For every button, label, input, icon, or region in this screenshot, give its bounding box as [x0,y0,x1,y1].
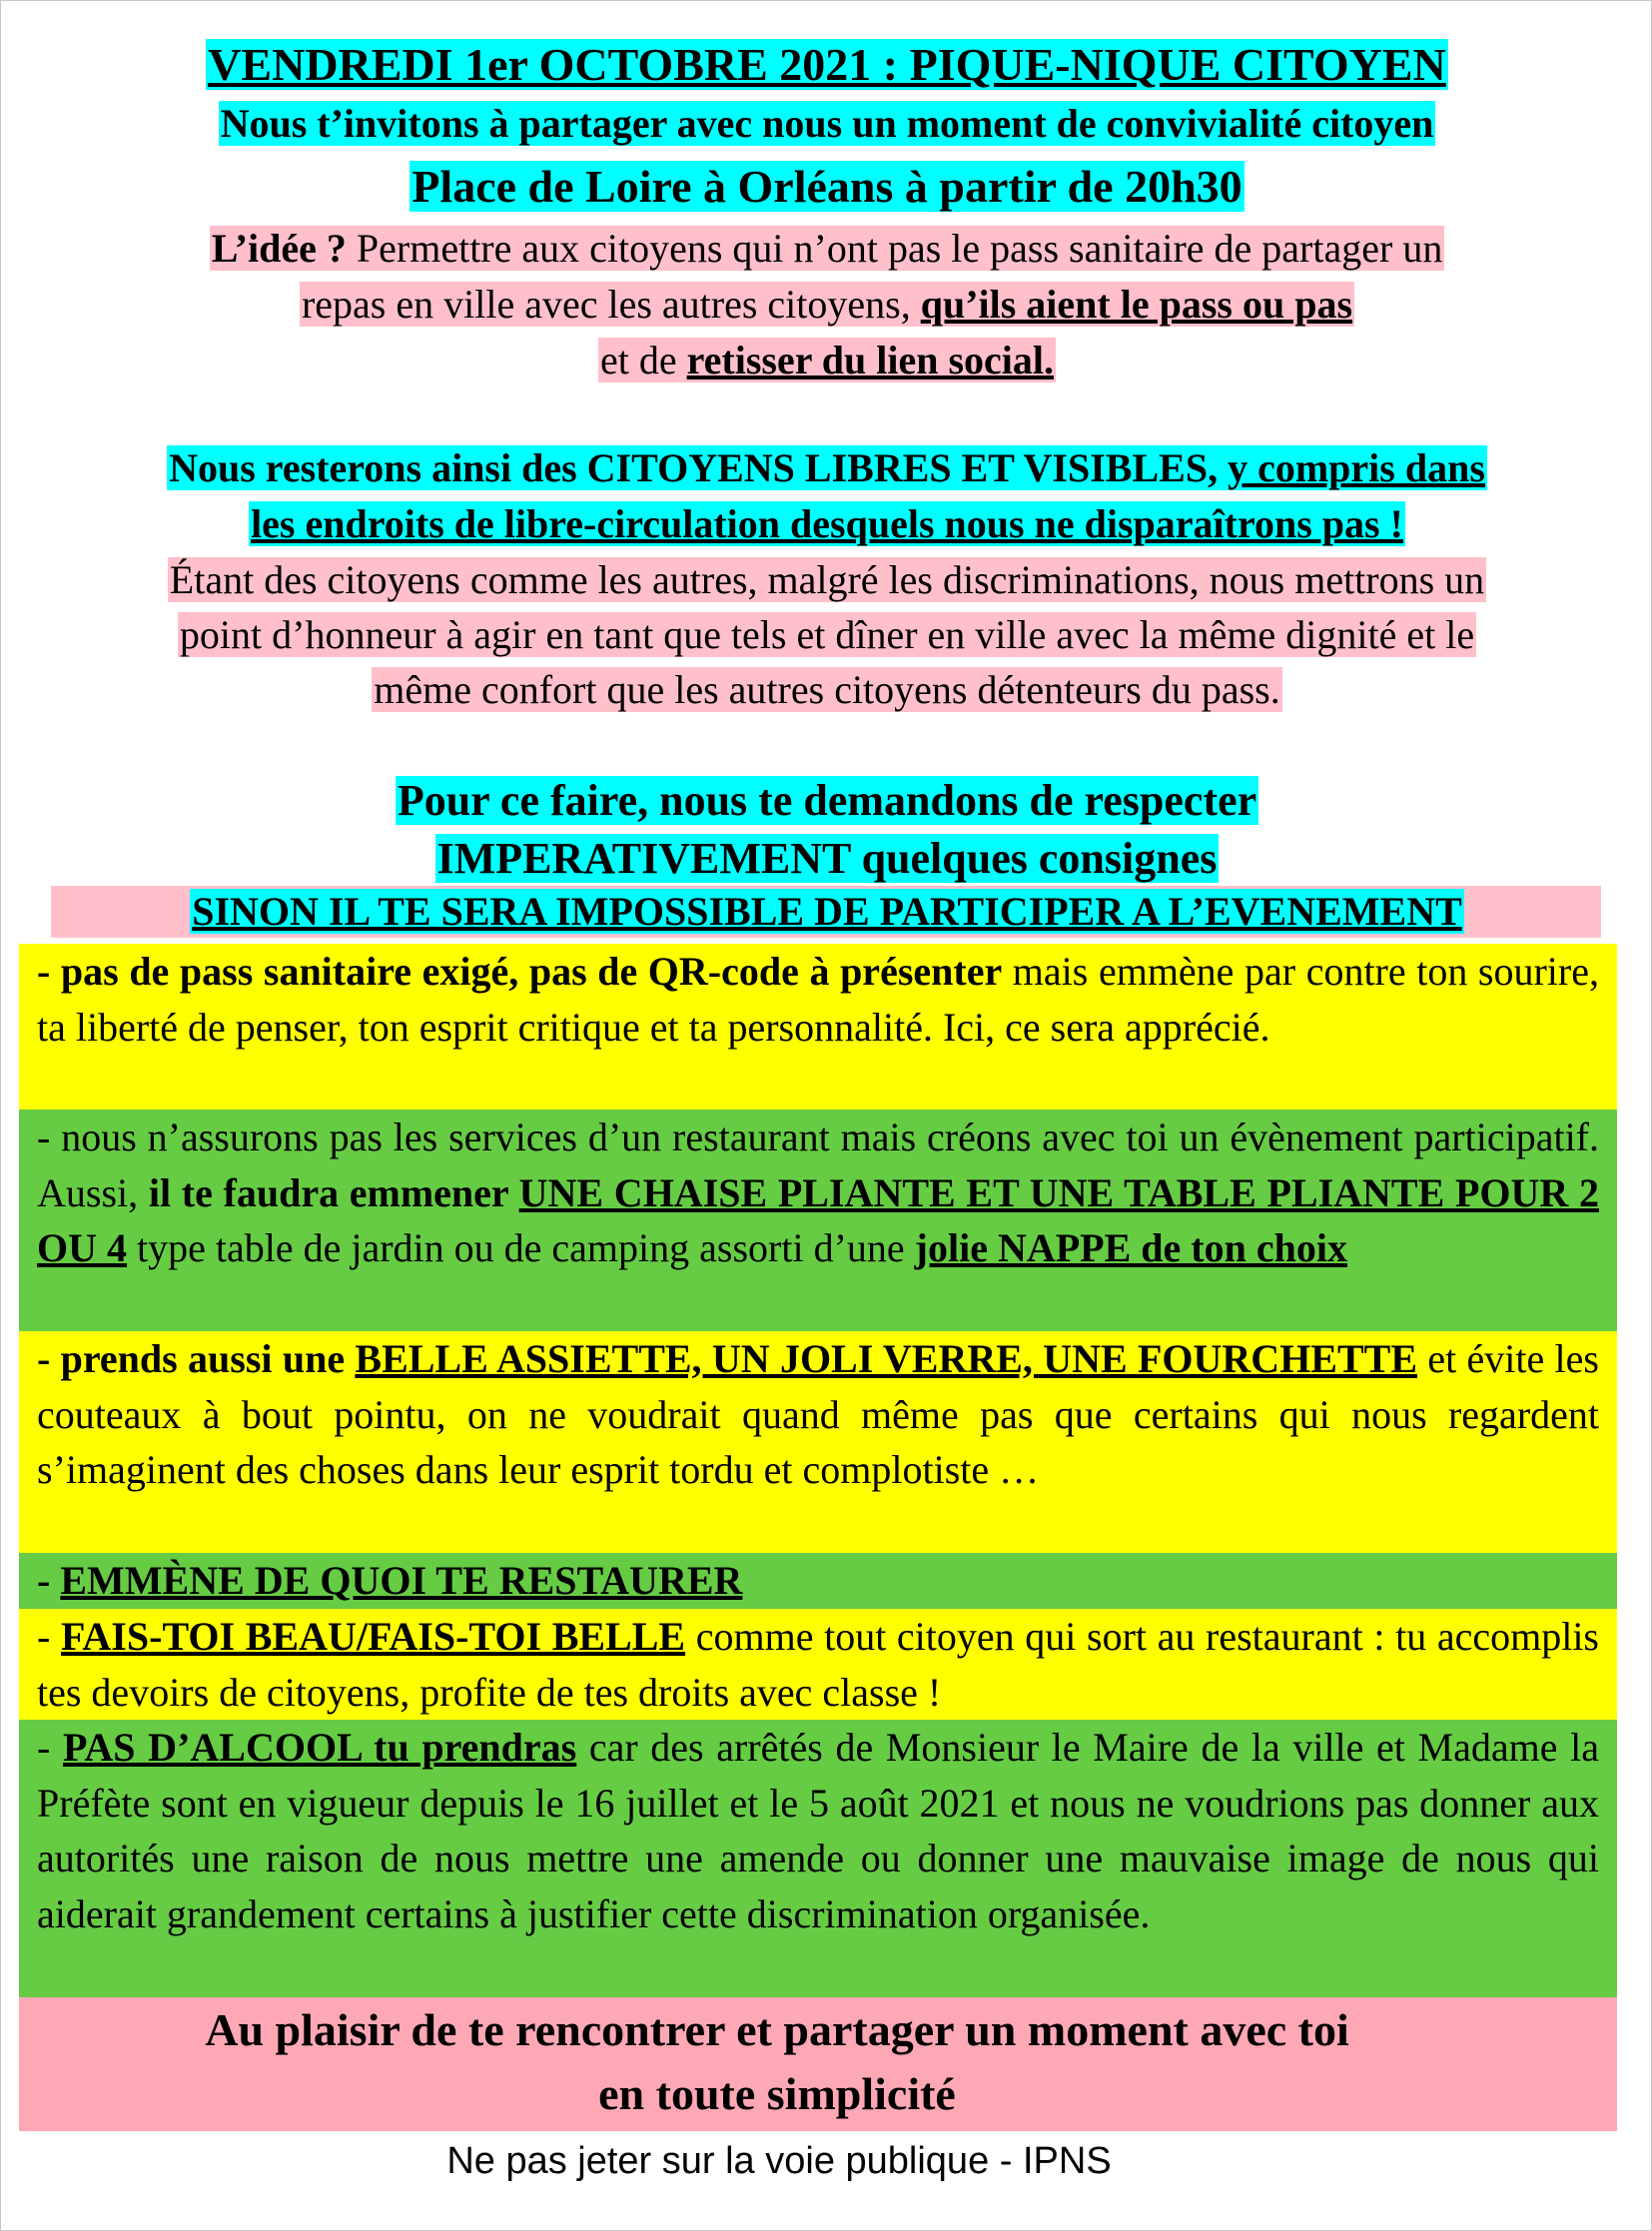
rule-furniture-emph: UNE CHAISE PLIANTE ET UNE TABLE PLIANTE POUR 2 OU 4 [37,1169,1599,1270]
free-para-line-2 [1,607,1652,662]
idea-line-1-bg [210,226,1445,271]
rule-furniture-rest: type table de jardin ou de camping assorti d’une [127,1225,915,1270]
rule-dress-rest: comme tout citoyen qui sort au restaurant : tu accomplis tes devoirs de citoyens, profite de tes droits avec classe ! [37,1614,1599,1715]
footer-text: Ne pas jeter sur la voie publique - IPNS [446,2140,1112,2182]
consignes-text-2: IMPERATIVEMENT quelques consignes [436,834,1218,883]
rule-tableware-emph: BELLE ASSIETTE, UN JOLI VERRE, UNE FOURCHETTE [355,1336,1418,1381]
free-para-text-1: Étant des citoyens comme les autres, malgré les discriminations, nous mettrons un [169,557,1485,602]
closing-text-2: en toute simplicité [598,2068,956,2119]
rule-dress-text [37,1609,1599,1720]
free-para-line-3 [1,662,1652,717]
rule-tableware-bold: - prends aussi une [37,1336,356,1381]
rule-furniture-bold: il te faudra emmener [148,1169,519,1215]
free-line-1 [1,440,1652,496]
rule-tableware [19,1331,1617,1553]
free-line-1-text: Nous resterons ainsi des CITOYENS LIBRES ET VISIBLES, [169,445,1229,490]
rule-no-pass [19,944,1617,1110]
consignes-line-3 [1,886,1652,938]
rule-food-emph: EMMÈNE DE QUOI TE RESTAURER [60,1558,743,1603]
free-line-1-bg [167,445,1487,490]
place-text: Place de Loire à Orléans à partir de 20h30 [412,161,1242,212]
rule-furniture-intro: - nous n’assurons pas les services d’un restaurant mais créons avec toi un évènement participatif. Aussi, [37,1115,1599,1215]
place-line [1,156,1652,218]
rule-no-pass-text [37,944,1599,1055]
idea-line-2-emph: qu’ils aient le pass ou pas [920,282,1353,327]
rule-no-pass-bold: - pas de pass sanitaire exigé, pas de QR-code à présenter [37,949,1003,994]
idea-line-3-emph: retisser du lien social. [686,338,1055,382]
rule-dress-prefix: - [37,1614,61,1659]
rule-dress-emph: FAIS-TOI BEAU/FAIS-TOI BELLE [60,1614,686,1659]
closing-text-1: Au plaisir de te rencontrer et partager un moment avec toi [205,2004,1349,2055]
consignes-text-1: Pour ce faire, nous te demandons de respecter [397,776,1257,825]
flyer-title: VENDREDI 1er OCTOBRE 2021 : PIQUE-NIQUE CITOYEN [208,39,1446,90]
rule-alcohol-prefix: - [37,1725,63,1770]
consignes-warning: SINON IL TE SERA IMPOSSIBLE DE PARTICIPER A L’EVENEMENT [192,889,1462,934]
free-para-text-3: même confort que les autres citoyens détenteurs du pass. [374,667,1280,712]
consignes-line-2 [1,830,1652,888]
rule-food-text [37,1553,1599,1609]
rule-alcohol-rest: car des arrêtés de Monsieur le Maire de la ville et Madame la Préfète sont en vigueur depuis le 16 juillet et le 5 août 2021 et nous ne voudrions pas donner aux autorités une raison de nous mettre une amende ou donner une mauvaise image de nous qui aiderait grandement certains à justifier cette discrimination organisée. [37,1725,1599,1936]
idea-line-1-text: Permettre aux citoyens qui n’ont pas le pass sanitaire de partager un [346,226,1443,271]
free-line-2 [1,496,1652,552]
rule-dress [19,1609,1617,1720]
idea-line-2-text: repas en ville avec les autres citoyens, [301,282,921,327]
free-para-text-2: point d’honneur à agir en tant que tels et dîner en ville avec la même dignité et le [179,612,1475,657]
free-line-1-emph: y compris dans [1228,445,1485,490]
idea-line-2 [1,277,1652,333]
rule-alcohol-emph: PAS D’ALCOOL tu prendras [62,1725,577,1770]
rule-alcohol [19,1720,1617,1997]
rule-tableware-text [37,1331,1599,1498]
rule-tableware-rest: et évite les couteaux à bout pointu, on ne voudrait quand même pas que certains qui nous regardent s’imaginent des choses dans leur esprit tordu et complotiste … [37,1336,1599,1492]
idea-line-3-bg [598,338,1056,382]
rule-no-pass-rest: mais emmène par contre ton sourire, ta liberté de penser, ton esprit critique et ta personnalité. Ici, ce sera apprécié. [37,949,1599,1050]
idea-line-1 [1,221,1652,277]
rule-furniture-text [37,1110,1599,1276]
idea-line-3 [1,333,1652,388]
invite-line [1,97,1652,151]
rule-furniture-nappe: jolie NAPPE de ton choix [914,1225,1347,1270]
rule-food [19,1553,1617,1609]
free-para-line-1 [1,552,1652,607]
idea-line-3-text: et de [599,338,687,382]
invite-text: Nous t’invitons à partager avec nous un moment de convivialité citoyen [220,101,1434,146]
rule-alcohol-text [37,1720,1599,1941]
closing-line-2 [0,2064,1603,2124]
idea-line-2-bg [300,282,1354,327]
idea-label: L’idée ? [211,226,347,271]
flyer-title-line [1,35,1652,95]
footer-line [0,2136,1605,2186]
rule-furniture [19,1110,1617,1331]
consignes-line-1 [1,772,1652,830]
rule-food-prefix: - [37,1558,61,1603]
closing-line-1 [0,2000,1603,2060]
free-line-2-emph: les endroits de libre-circulation desquels nous ne disparaîtrons pas ! [251,501,1403,546]
